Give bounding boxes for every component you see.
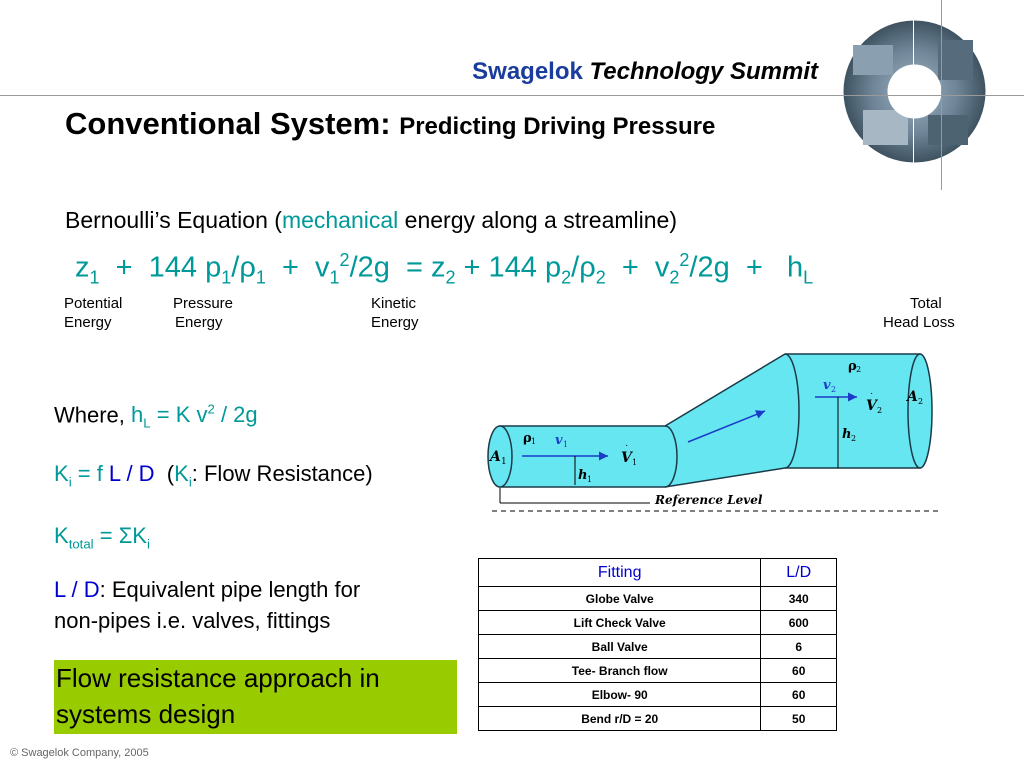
- svg-text:·: ·: [625, 440, 629, 451]
- ld-cell: 60: [761, 659, 837, 683]
- ld-cell: 6: [761, 635, 837, 659]
- bernoulli-highlight: mechanical: [281, 207, 399, 233]
- brand-title: [472, 58, 818, 86]
- fitting-cell: Globe Valve: [479, 587, 761, 611]
- table-header-fitting: Fitting: [479, 559, 761, 587]
- svg-text:1: 1: [632, 458, 638, 467]
- table-row: [479, 611, 837, 635]
- label-pressure-energy: Pressure Energy: [173, 295, 234, 331]
- label-potential-energy: Potential Energy: [64, 295, 123, 331]
- table-header-ld: L/D: [761, 559, 837, 587]
- svg-text:2: 2: [918, 397, 924, 406]
- svg-text:·: ·: [870, 388, 874, 399]
- highlight-box: Flow resistance approach in systems design: [54, 660, 457, 734]
- table-header-row: [479, 559, 837, 587]
- header-vertical-divider: [941, 0, 942, 190]
- copyright-footer: © Swagelok Company, 2005: [10, 747, 149, 759]
- svg-text:V: V: [866, 398, 877, 414]
- reference-level-label: Reference Level: [655, 493, 763, 507]
- table-row: [479, 683, 837, 707]
- event-name: Technology Summit: [589, 58, 818, 85]
- title-main: Conventional System:: [65, 106, 400, 141]
- k-definition-line: $K_i = f$ L / D ($K_i$: Flow Resistance): [54, 461, 373, 490]
- svg-text:1: 1: [531, 437, 537, 446]
- svg-text:2: 2: [851, 434, 857, 443]
- svg-text:2: 2: [877, 406, 883, 415]
- bernoulli-heading: [65, 207, 677, 234]
- svg-text:ρ: ρ: [523, 431, 532, 446]
- table-row: [479, 587, 837, 611]
- where-line: Where, $h_L = K$ $v^2 / 2g$: [54, 402, 258, 431]
- ld-cell: 50: [761, 707, 837, 731]
- slide-title: [65, 106, 715, 142]
- pipe-flow-diagram: [480, 345, 950, 520]
- ld-cell: 340: [761, 587, 837, 611]
- svg-text:A: A: [490, 449, 501, 465]
- bernoulli-suffix: energy along a streamline): [398, 207, 677, 233]
- k-total-line: $K_{total} = \Sigma K_i$: [54, 523, 150, 552]
- brand-name: Swagelok: [472, 58, 583, 85]
- ld-cell: 60: [761, 683, 837, 707]
- table-row: [479, 707, 837, 731]
- svg-text:h: h: [842, 427, 852, 442]
- summit-logo: [843, 20, 986, 163]
- table-row: [479, 659, 837, 683]
- svg-text:v: v: [555, 433, 563, 448]
- ld-cell: 600: [761, 611, 837, 635]
- fitting-cell: Tee- Branch flow: [479, 659, 761, 683]
- label-kinetic-energy: Kinetic Energy: [371, 295, 419, 331]
- header-divider: [0, 95, 1024, 96]
- bernoulli-prefix: Bernoulli’s Equation (: [65, 207, 282, 233]
- svg-text:ρ: ρ: [848, 359, 857, 374]
- fitting-cell: Ball Valve: [479, 635, 761, 659]
- ld-line-2: non-pipes i.e. valves, fittings: [54, 608, 331, 633]
- bernoulli-equation: $z_1 + 144$ $p_1/\rho_1 + v_1^2/2g = z_2 + 144$ $p_2/\rho_2 + v_2^2/2g + h_L$: [75, 250, 814, 288]
- label-total-head-loss: Total Head Loss: [883, 295, 955, 331]
- svg-text:A: A: [907, 389, 918, 405]
- svg-text:v: v: [823, 378, 831, 393]
- ld-line: L / D: Equivalent pipe length for: [54, 577, 361, 602]
- svg-text:1: 1: [501, 457, 507, 467]
- svg-text:h: h: [578, 468, 588, 483]
- fitting-cell: Elbow- 90: [479, 683, 761, 707]
- svg-text:1: 1: [563, 440, 569, 449]
- fitting-ld-table: [478, 558, 837, 731]
- fitting-cell: Bend r/D = 20: [479, 707, 761, 731]
- svg-text:1: 1: [587, 475, 593, 484]
- svg-text:2: 2: [856, 365, 862, 374]
- title-sub: Predicting Driving Pressure: [399, 113, 716, 140]
- fitting-cell: Lift Check Valve: [479, 611, 761, 635]
- svg-text:V: V: [621, 450, 632, 466]
- table-row: [479, 635, 837, 659]
- svg-text:2: 2: [831, 385, 837, 394]
